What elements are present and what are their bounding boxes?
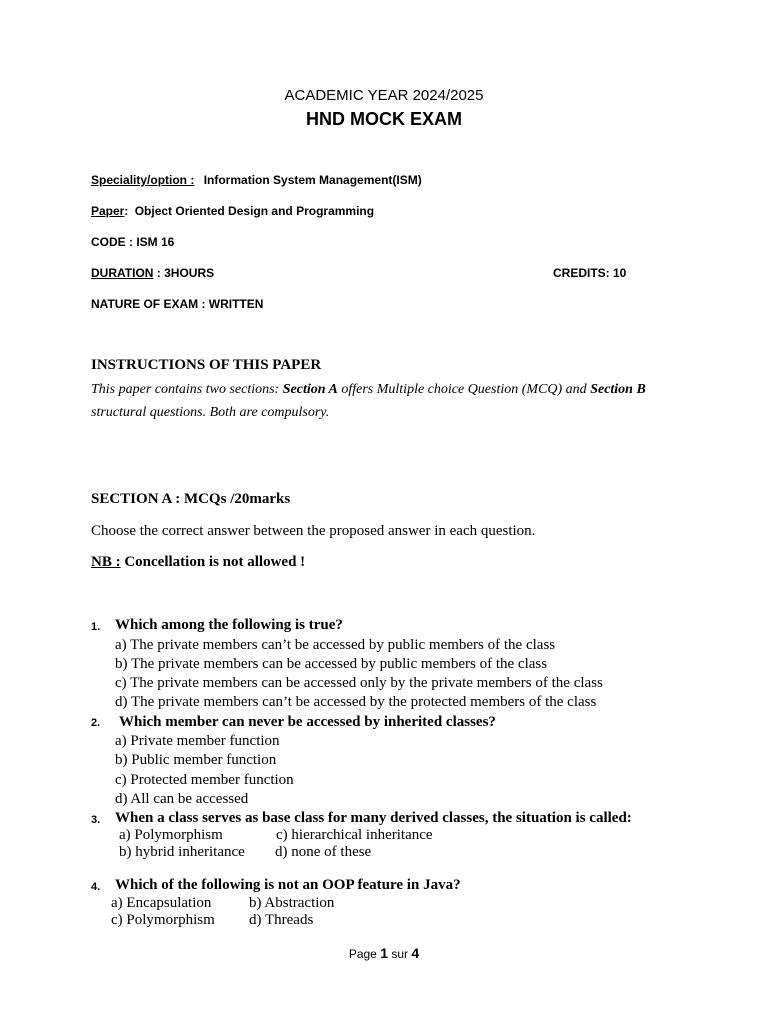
question-number: 1. xyxy=(91,621,101,633)
answer-option: d) none of these xyxy=(275,844,372,860)
section-a-ref: Section A xyxy=(282,382,338,397)
nb-note xyxy=(91,554,305,571)
section-a-heading: SECTION A : MCQs /20marks xyxy=(91,491,291,507)
speciality-value: Information System Management(ISM) xyxy=(203,173,422,187)
answer-option: c) hierarchical inheritance xyxy=(276,827,433,843)
page-word: Page xyxy=(348,947,377,961)
answer-option: a) Private member function xyxy=(115,733,280,749)
instructions-text-line2: structural questions. Both are compulsory. xyxy=(91,405,330,420)
page-number: 1 xyxy=(380,945,388,961)
speciality-label: Speciality/option : xyxy=(91,173,195,187)
answer-option: b) The private members can be accessed by public members of the class xyxy=(115,656,548,672)
duration-label: DURATION xyxy=(91,266,154,280)
answer-option: d) Threads xyxy=(249,912,314,928)
academic-year: ACADEMIC YEAR 2024/2025 xyxy=(284,87,484,104)
paper-line xyxy=(91,204,374,218)
paper-value: Object Oriented Design and Programming xyxy=(134,204,375,218)
duration-line xyxy=(91,266,214,280)
question-number: 2. xyxy=(91,717,101,729)
answer-option: b) hybrid inheritance xyxy=(119,844,245,860)
paper-sep: : xyxy=(124,204,129,218)
question-text: Which among the following is true? xyxy=(115,617,343,633)
instructions-part1: This paper contains two sections: xyxy=(91,382,283,397)
answer-option: b) Abstraction xyxy=(249,895,335,911)
duration-value: : 3HOURS xyxy=(156,266,215,280)
answer-option: d) All can be accessed xyxy=(115,791,249,807)
nb-label: NB : xyxy=(91,554,121,570)
question-text: When a class serves as base class for many derived classes, the situation is called: xyxy=(115,810,632,826)
answer-option: b) Public member function xyxy=(115,752,277,768)
exam-title: HND MOCK EXAM xyxy=(306,109,462,129)
answer-option: a) Encapsulation xyxy=(111,895,212,911)
speciality-line xyxy=(91,173,422,187)
credits: CREDITS: 10 xyxy=(553,266,627,280)
page-total: 4 xyxy=(411,945,420,961)
answer-option: a) Polymorphism xyxy=(119,827,223,843)
paper-label: Paper xyxy=(91,204,125,218)
course-code: CODE : ISM 16 xyxy=(91,235,175,249)
nb-text: Concellation is not allowed ! xyxy=(120,554,306,570)
answer-option: d) The private members can’t be accessed by the protected members of the class xyxy=(115,694,597,710)
answer-option: c) Protected member function xyxy=(115,772,294,788)
section-a-directive: Choose the correct answer between the proposed answer in each question. xyxy=(91,523,536,539)
answer-option: c) The private members can be accessed only by the private members of the class xyxy=(115,675,603,691)
question-text: Which of the following is not an OOP feature in Java? xyxy=(115,877,461,893)
nature-of-exam: NATURE OF EXAM : WRITTEN xyxy=(91,297,264,311)
question-number: 3. xyxy=(91,814,101,826)
answer-option: a) The private members can’t be accessed by public members of the class xyxy=(115,637,556,653)
sur-word: sur xyxy=(391,947,409,961)
question-text: Which member can never be accessed by inherited classes? xyxy=(119,714,496,730)
instructions-heading: INSTRUCTIONS OF THIS PAPER xyxy=(91,357,322,373)
answer-option: c) Polymorphism xyxy=(111,912,215,928)
instructions-part2: offers Multiple choice Question (MCQ) and xyxy=(337,382,591,397)
instructions-text-line1 xyxy=(91,382,646,398)
question-number: 4. xyxy=(91,881,101,893)
section-b-ref: Section B xyxy=(590,382,646,397)
page-footer xyxy=(0,945,768,961)
